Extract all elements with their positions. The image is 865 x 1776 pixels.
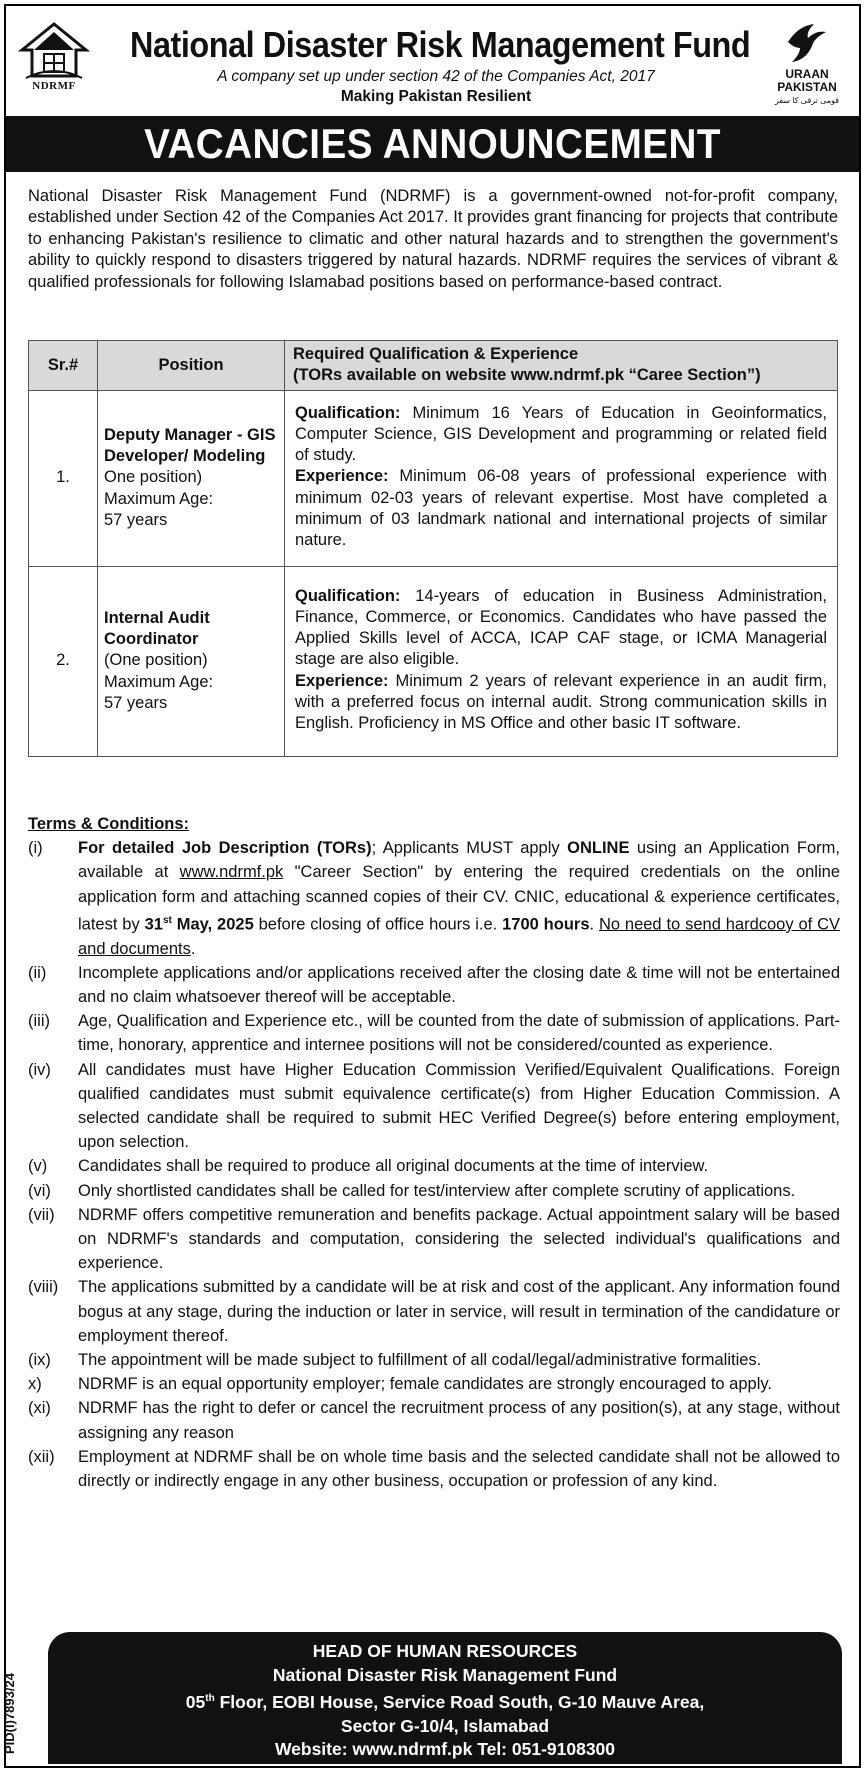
term-text: Employment at NDRMF shall be on whole time basis and the selected candidate shall not be allowed to directly or indirectly engage in any other business, occupation or profession of any kind.: [78, 1447, 840, 1490]
position-title: Deputy Manager - GIS Developer/ Modeling: [104, 425, 276, 466]
ndrmf-logo: [18, 20, 90, 100]
experience-text: [295, 466, 827, 551]
position-title: Internal Audit Coordinator: [104, 608, 210, 649]
term-number: (ii): [28, 963, 47, 982]
organization-motto: Making Pakistan Resilient: [340, 88, 532, 105]
term-number: (iii): [28, 1012, 50, 1031]
col-header-position: Position: [98, 341, 285, 391]
deadline-month: May, 2025: [171, 915, 254, 934]
table-row: [29, 566, 838, 756]
experience-label: Experience:: [295, 671, 389, 690]
urdu-tagline: قومی ترقی کا سفر: [774, 96, 840, 105]
experience-value: Minimum 06-08 years of professional experience with minimum 02-03 years of relevant expertise. Most have completed a minimum of 03 landmark national and international projects of similar nature.: [295, 467, 827, 550]
qualification-text: [295, 403, 827, 467]
uraan-label-2: PAKISTAN: [777, 80, 837, 94]
col-header-requirements: [285, 341, 838, 391]
term-item: [28, 961, 840, 1009]
deadline-time: 1700 hours: [502, 915, 590, 934]
term-number: (iv): [28, 1060, 51, 1079]
floor-suffix: th: [205, 1693, 215, 1705]
position-detail: 57 years: [104, 694, 168, 713]
qualification-label: Qualification:: [295, 586, 401, 605]
position-detail: Maximum Age:: [104, 489, 214, 508]
term-bold-text: For detailed Job Description (TORs): [78, 839, 372, 858]
col-header-req-line-1: Required Qualification & Experience: [293, 345, 579, 363]
pid-code: [2, 1652, 26, 1762]
header: [6, 6, 859, 112]
term-number: (vii): [28, 1205, 55, 1224]
bird-icon: [784, 20, 830, 66]
terms-heading: Terms & Conditions:: [28, 815, 190, 833]
term-number: (vi): [28, 1181, 51, 1200]
footer-line: HEAD OF HUMAN RESOURCES: [312, 1641, 578, 1661]
uraan-pakistan-logo: [767, 20, 847, 106]
intro-paragraph: National Disaster Risk Management Fund (NDRMF) is a government-owned not-for-profit company, established under Section 42 of the Companies Act 2017. It provides grant financing for projects that contribute to enhancing Pakistan's resilience to climatic and other natural hazards and to strengthen the government's ability to quickly respond to disasters triggered by natural hazards. NDRMF requires the services of vibrant & qualified professionals for following Islamabad positions based on performance-based contract.: [28, 187, 838, 291]
sr-cell: 1.: [29, 390, 98, 566]
position-detail: 57 years: [104, 511, 168, 530]
qualification-text: [295, 586, 827, 671]
term-item: [28, 1203, 840, 1276]
position-detail: One position): [104, 468, 203, 487]
position-cell: [98, 390, 285, 566]
term-number: (v): [28, 1157, 48, 1176]
deadline-day: 31: [144, 915, 163, 934]
term-item: [28, 1348, 840, 1372]
term-item: [28, 1445, 840, 1493]
term-item: [28, 1275, 840, 1348]
term-text-part: .: [190, 939, 196, 958]
vacancies-banner: [6, 116, 859, 172]
position-cell: [98, 566, 285, 756]
term-text: All candidates must have Higher Education Commission Verified/Equivalent Qualifications. Foreign qualified candidates must submit equivalence certificate(s) from Higher Education Commission. A selected candidate shall be required to submit HEC Verified Degree(s) before entering employment, upon selection.: [78, 1060, 840, 1152]
term-number: x): [28, 1375, 42, 1394]
term-text: The appointment will be made subject to fulfillment of all codal/legal/administrative formalities.: [78, 1350, 762, 1369]
term-text: [78, 836, 840, 961]
logo-label: NDRMF: [32, 80, 76, 92]
term-item: [28, 1154, 840, 1178]
no-hardcopy-note: No need to send hardcooy of CV and documents: [78, 915, 841, 958]
uraan-label-1: URAAN: [785, 67, 829, 81]
qualification-value: Minimum 16 Years of Education in Geoinformatics, Computer Science, GIS Development and programming or related field of study.: [295, 403, 827, 465]
qualification-label: Qualification:: [295, 403, 401, 422]
website-link[interactable]: www.ndrmf.pk: [179, 863, 284, 882]
sr-cell: 2.: [29, 566, 98, 756]
banner-text: VACANCIES ANNOUNCEMENT: [144, 120, 721, 167]
term-item: [28, 1372, 840, 1396]
term-text-part: using an Application Form, available at: [78, 839, 840, 882]
address-text: Floor, EOBI House, Service Road South, G-10 Mauve Area,: [214, 1692, 705, 1713]
term-item: [28, 1009, 840, 1057]
term-text: Age, Qualification and Experience etc., will be counted from the date of submission of applications. Part-time, honorary, apprentice and internee positions will not be considered/counted as experience.: [78, 1012, 840, 1055]
term-text-part: ; Applicants MUST apply: [371, 839, 568, 858]
experience-value: Minimum 2 years of relevant experience in an audit firm, with a preferred focus on internal audit. Strong communication skills in English. Proficiency in MS Office and other basic IT software.: [295, 671, 827, 733]
vacancy-advertisement: [4, 4, 861, 1768]
term-text: NDRMF is an equal opportunity employer; female candidates are strongly encouraged to apply.: [78, 1375, 772, 1394]
term-item: [28, 1179, 840, 1203]
deadline-day-suffix: st: [162, 914, 172, 926]
term-number: (xii): [28, 1447, 55, 1466]
vacancy-table: [28, 340, 838, 757]
organization-title: National Disaster Risk Management Fund: [130, 24, 751, 65]
position-detail: (One position): [104, 651, 208, 670]
terms-section: [28, 812, 840, 1493]
organization-subtitle: A company set up under section 42 of the Companies Act, 2017: [217, 68, 655, 85]
contact-footer: [48, 1632, 842, 1764]
term-text: The applications submitted by a candidate will be at risk and cost of the applicant. Any information found bogus at any stage, during the induction or later in service, will result in termination of the candidature or employment thereof.: [78, 1278, 840, 1345]
footer-line: Sector G-10/4, Islamabad: [340, 1715, 550, 1736]
term-text-part: "Career Section" by entering the required credentials on the online application form and attaching scanned copies of their CV. CNIC, educational & experience certificates, latest by: [78, 863, 840, 934]
term-number: (xi): [28, 1399, 51, 1418]
col-header-sr: Sr.#: [29, 341, 98, 391]
term-item: [28, 1058, 840, 1155]
footer-address: [48, 1687, 842, 1714]
term-item: [28, 836, 840, 961]
term-bold-text: ONLINE: [567, 839, 630, 858]
qualification-value: 14-years of education in Business Administration, Finance, Commerce, or Economics. Candidates who have passed the Applied Skills level of ACCA, ICAP CAF stage, or ICMA Managerial stage are also eligible.: [295, 586, 827, 669]
floor-number: 05: [185, 1692, 206, 1713]
term-number: (viii): [28, 1278, 59, 1297]
term-number: (i): [28, 839, 43, 858]
term-text-part: .: [589, 915, 599, 934]
col-header-req-line-2: (TORs available on website www.ndrmf.pk “Caree Section”): [293, 366, 761, 385]
term-item: [28, 1396, 840, 1444]
requirements-cell: [285, 390, 838, 566]
term-text: Candidates shall be required to produce all original documents at the time of interview.: [78, 1157, 709, 1176]
experience-label: Experience:: [295, 467, 389, 486]
requirements-cell: [285, 566, 838, 756]
term-text: NDRMF has the right to defer or cancel the recruitment process of any position(s), at any stage, without assigning any reason: [78, 1399, 840, 1442]
uraan-label: [767, 68, 847, 94]
term-text: Incomplete applications and/or applications received after the closing date & time will not be entertained and no claim whatsoever thereof will be acceptable.: [78, 963, 840, 1006]
table-row: [29, 390, 838, 566]
footer-contact: Website: www.ndrmf.pk Tel: 051-9108300: [274, 1739, 616, 1760]
term-number: (ix): [28, 1350, 51, 1369]
footer-line: National Disaster Risk Management Fund: [272, 1664, 618, 1685]
term-text-part: before closing of office hours i.e.: [253, 915, 503, 934]
term-text: NDRMF offers competitive remuneration and benefits package. Actual appointment salary will be based on NDRMF's standards and computation, considering the selected individual's qualifications and experience.: [78, 1205, 840, 1273]
position-detail: Maximum Age:: [104, 672, 214, 691]
ndrmf-house-emblem-icon: [18, 20, 90, 80]
pid-text: PID(I)7893/24: [2, 1673, 17, 1754]
experience-text: [295, 671, 827, 735]
table-header-row: [29, 341, 838, 391]
term-text: Only shortlisted candidates shall be called for test/interview after complete scrutiny of applications.: [78, 1181, 796, 1200]
